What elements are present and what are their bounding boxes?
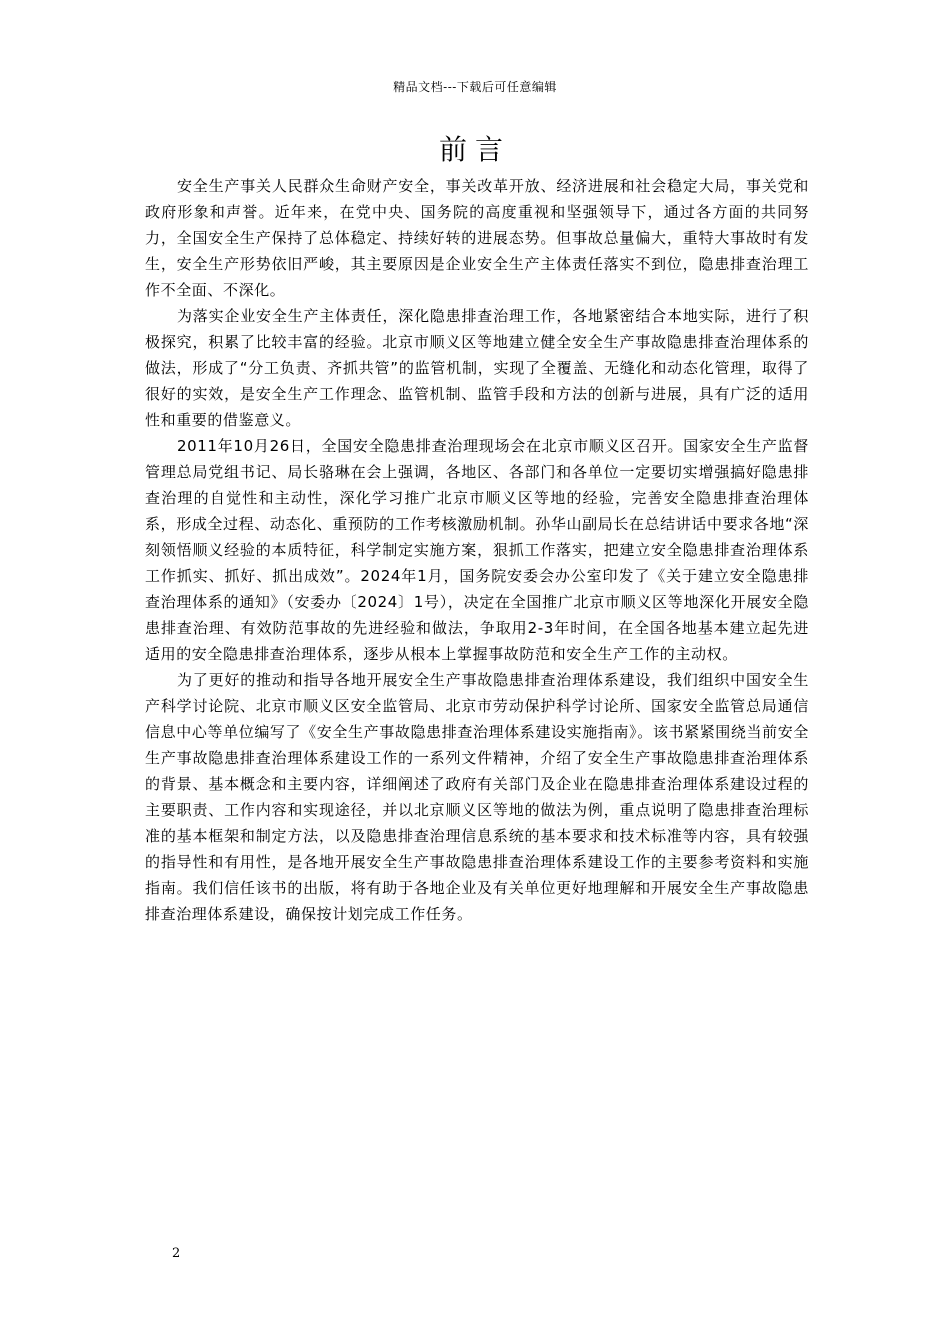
document-body [145,173,809,927]
paragraph-1: 安全生产事关人民群众生命财产安全，事关改革开放、经济进展和社会稳定大局，事关党和政府形象和声誉。近年来，在党中央、国务院的高度重视和坚强领导下，通过各方面的共同努力，全国安全生产保持了总体稳定、持续好转的进展态势。但事故总量偏大，重特大事故时有发生，安全生产形势依旧严峻，其主要原因是企业安全生产主体责任落实不到位，隐患排查治理工作不全面、不深化。 [145,177,809,299]
paragraph-2: 为落实企业安全生产主体责任，深化隐患排查治理工作，各地紧密结合本地实际，进行了积极探究，积累了比较丰富的经验。北京市顺义区等地建立健全安全生产事故隐患排查治理体系的做法，形成了“分工负责、齐抓共管”的监管机制，实现了全覆盖、无缝化和动态化管理，取得了很好的实效，是安全生产工作理念、监管机制、监管手段和方法的创新与进展，具有广泛的适用性和重要的借鉴意义。 [145,307,809,429]
paragraph-4: 为了更好的推动和指导各地开展安全生产事故隐患排查治理体系建设，我们组织中国安全生产科学讨论院、北京市顺义区安全监管局、北京市劳动保护科学讨论所、国家安全监管总局通信信息中心等单位编写了《安全生产事故隐患排查治理体系建设实施指南》。该书紧紧围绕当前安全生产事故隐患排查治理体系建设工作的一系列文件精神，介绍了安全生产事故隐患排查治理体系的背景、基本概念和主要内容，详细阐述了政府有关部门及企业在隐患排查治理体系建设过程的主要职责、工作内容和实现途径，并以北京顺义区等地的做法为例，重点说明了隐患排查治理标准的基本框架和制定方法，以及隐患排查治理信息系统的基本要求和技术标准等内容，具有较强的指导性和有用性，是各地开展安全生产事故隐患排查治理体系建设工作的主要参考资料和实施指南。我们信任该书的出版，将有助于各地企业及有关单位更好地理解和开展安全生产事故隐患排查治理体系建设，确保按计划完成工作任务。 [145,671,809,923]
page-header: 精品文档---下载后可任意编辑 [393,80,557,94]
page-number: 2 [172,1246,181,1261]
page-title: 前言 [438,133,511,166]
paragraph-3: 2011年10月26日，全国安全隐患排查治理现场会在北京市顺义区召开。国家安全生产监督管理总局党组书记、局长骆琳在会上强调，各地区、各部门和各单位一定要切实增强搞好隐患排查治理的自觉性和主动性，深化学习推广北京市顺义区等地的经验，完善安全隐患排查治理体系，形成全过程、动态化、重预防的工作考核激励机制。孙华山副局长在总结讲话中要求各地“深刻领悟顺义经验的本质特征，科学制定实施方案，狠抓工作落实，把建立安全隐患排查治理体系工作抓实、抓好、抓出成效”。2024年1月，国务院安委会办公室印发了《关于建立安全隐患排查治理体系的通知》（安委办〔2024〕1号），决定在全国推广北京市顺义区等地深化开展安全隐患排查治理、有效防范事故的先进经验和做法，争取用2-3年时间，在全国各地基本建立起先进适用的安全隐患排查治理体系，逐步从根本上掌握事故防范和安全生产工作的主动权。 [145,437,809,663]
